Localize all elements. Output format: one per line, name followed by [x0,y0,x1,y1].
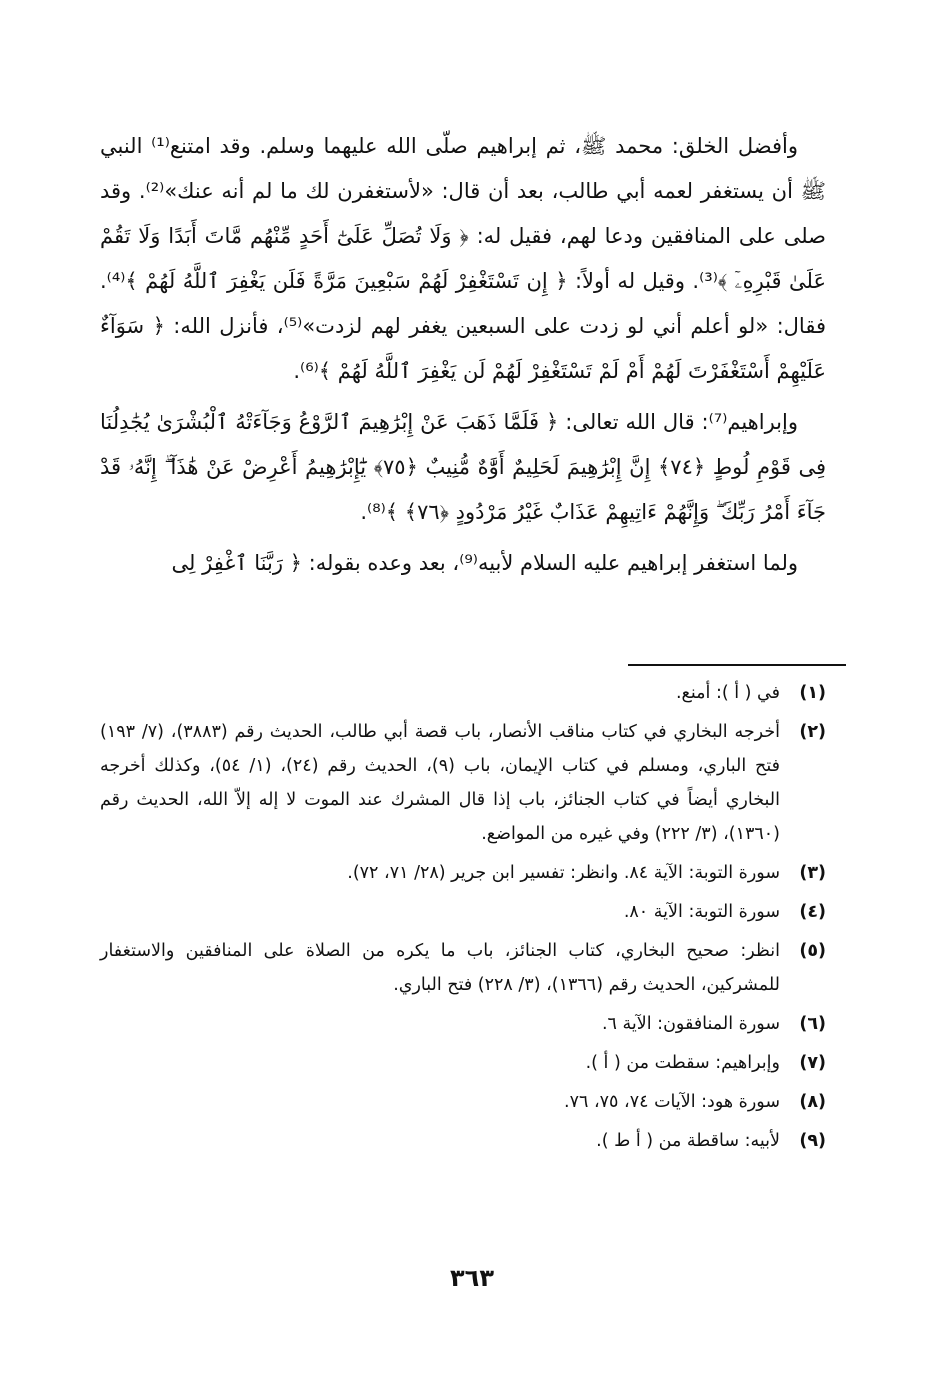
footnote-text: وإبراهيم: سقطت من ( أ ). [585,1053,780,1073]
footnote-text: سورة التوبة: الآية ٨٤. وانظر: تفسير ابن جرير (٢٨/ ٧١، ٧٢). [347,863,780,883]
footnote-item [100,856,826,890]
footnote-item [100,934,826,1002]
footnote-text: في ( أ ): أمنع. [675,683,780,703]
footnote-number: (٥) [799,941,826,961]
footnote-text: لأبيه: ساقطة من ( أ ط ). [596,1131,780,1151]
footnotes [100,676,826,1163]
footnote-item [100,1007,826,1041]
footnote-text: سورة التوبة: الآية ٨٠. [623,902,780,922]
paragraph-2: وإبراهيم⁽⁷⁾: قال الله تعالى: ﴿ فَلَمَّا ذَهَبَ عَنْ إِبْرَٰهِيمَ ٱلرَّوْعُ وَجَآءَتْهُ ٱلْبُشْرَىٰ يُجَٰدِلُنَا فِى قَوْمِ لُوطٍ ﴿٧٤﴾ إِنَّ إِبْرَٰهِيمَ لَحَلِيمٌ أَوَّٰهٌ مُّنِيبٌ ﴿٧٥﴾ يَٰٓإِبْرَٰهِيمُ أَعْرِضْ عَنْ هَٰذَآ ۖ إِنَّهُۥ قَدْ جَآءَ أَمْرُ رَبِّكَ ۖ وَإِنَّهُمْ ءَاتِيهِمْ عَذَابٌ غَيْرُ مَرْدُودٍ ﴿٧٦﴾ ﴾⁽⁸⁾. [100,410,826,524]
footnote-number: (٣) [799,863,826,883]
main-text [100,124,826,586]
paragraph-3: ولما استغفر إبراهيم عليه السلام لأبيه⁽⁹⁾، بعد وعده بقوله: ﴿ رَبَّنَا ٱغْفِرْ لِى [171,551,798,575]
footnote-text: انظر: صحيح البخاري، كتاب الجنائز، باب ما يكره من الصلاة على المنافقين والاستغفار للمشركين، الحديث رقم (١٣٦٦)، (٣/ ٢٢٨) فتح الباري. [100,941,780,995]
footnote-number: (٧) [799,1053,826,1073]
footnote-divider [628,664,846,666]
footnote-item [100,715,826,851]
footnote-text: سورة المنافقون: الآية ٦. [601,1014,780,1034]
footnote-item [100,1085,826,1119]
footnote-text: أخرجه البخاري في كتاب مناقب الأنصار، باب قصة أبي طالب، الحديث رقم (٣٨٨٣)، (٧/ ١٩٣) فتح الباري، ومسلم في كتاب الإيمان، باب (٩)، الحديث رقم (٢٤)، (١/ ٥٤)، وكذلك أخرجه البخاري أيضاً في كتاب الجنائز، باب إذا قال المشرك عند الموت لا إله إلاّ الله، الحديث رقم (١٣٦٠)، (٣/ ٢٢٢) وفي غيره من المواضع. [100,722,780,844]
footnote-item [100,676,826,710]
paragraph-1: وأفضل الخلق: محمد ﷺ، ثم إبراهيم صلّى الله عليهما وسلم. وقد امتنع⁽¹⁾ النبي ﷺ أن يستغفر لعمه أبي طالب، بعد أن قال: «لأستغفرن لك ما لم أنه عنك»⁽²⁾. وقد صلى على المنافقين ودعا لهم، فقيل له: ﴿ وَلَا تُصَلِّ عَلَىٰٓ أَحَدٍ مِّنْهُم مَّاتَ أَبَدًا وَلَا تَقُمْ عَلَىٰ قَبْرِهِۦٓ ﴾⁽³⁾. وقيل له أولاً: ﴿ إِن تَسْتَغْفِرْ لَهُمْ سَبْعِينَ مَرَّةً فَلَن يَغْفِرَ ٱللَّهُ لَهُمْ ﴾⁽⁴⁾. فقال: «لو أعلم أني لو زدت على السبعين يغفر لهم لزدت»⁽⁵⁾، فأنزل الله: ﴿ سَوَآءٌ عَلَيْهِمْ أَسْتَغْفَرْتَ لَهُمْ أَمْ لَمْ تَسْتَغْفِرْ لَهُمْ لَن يَغْفِرَ ٱللَّهُ لَهُمْ ﴾⁽⁶⁾. [100,134,826,383]
footnote-number: (٤) [799,902,826,922]
page-number: ٣٦٣ [450,1264,494,1292]
footnote-item [100,895,826,929]
footnote-number: (٨) [799,1092,826,1112]
footnote-item [100,1046,826,1080]
footnote-text: سورة هود: الآيات ٧٤، ٧٥، ٧٦. [564,1092,780,1112]
footnote-number: (٢) [799,722,826,742]
footnote-number: (١) [799,683,826,703]
footnote-number: (٩) [799,1131,826,1151]
footnote-item [100,1124,826,1158]
footnote-number: (٦) [799,1014,826,1034]
